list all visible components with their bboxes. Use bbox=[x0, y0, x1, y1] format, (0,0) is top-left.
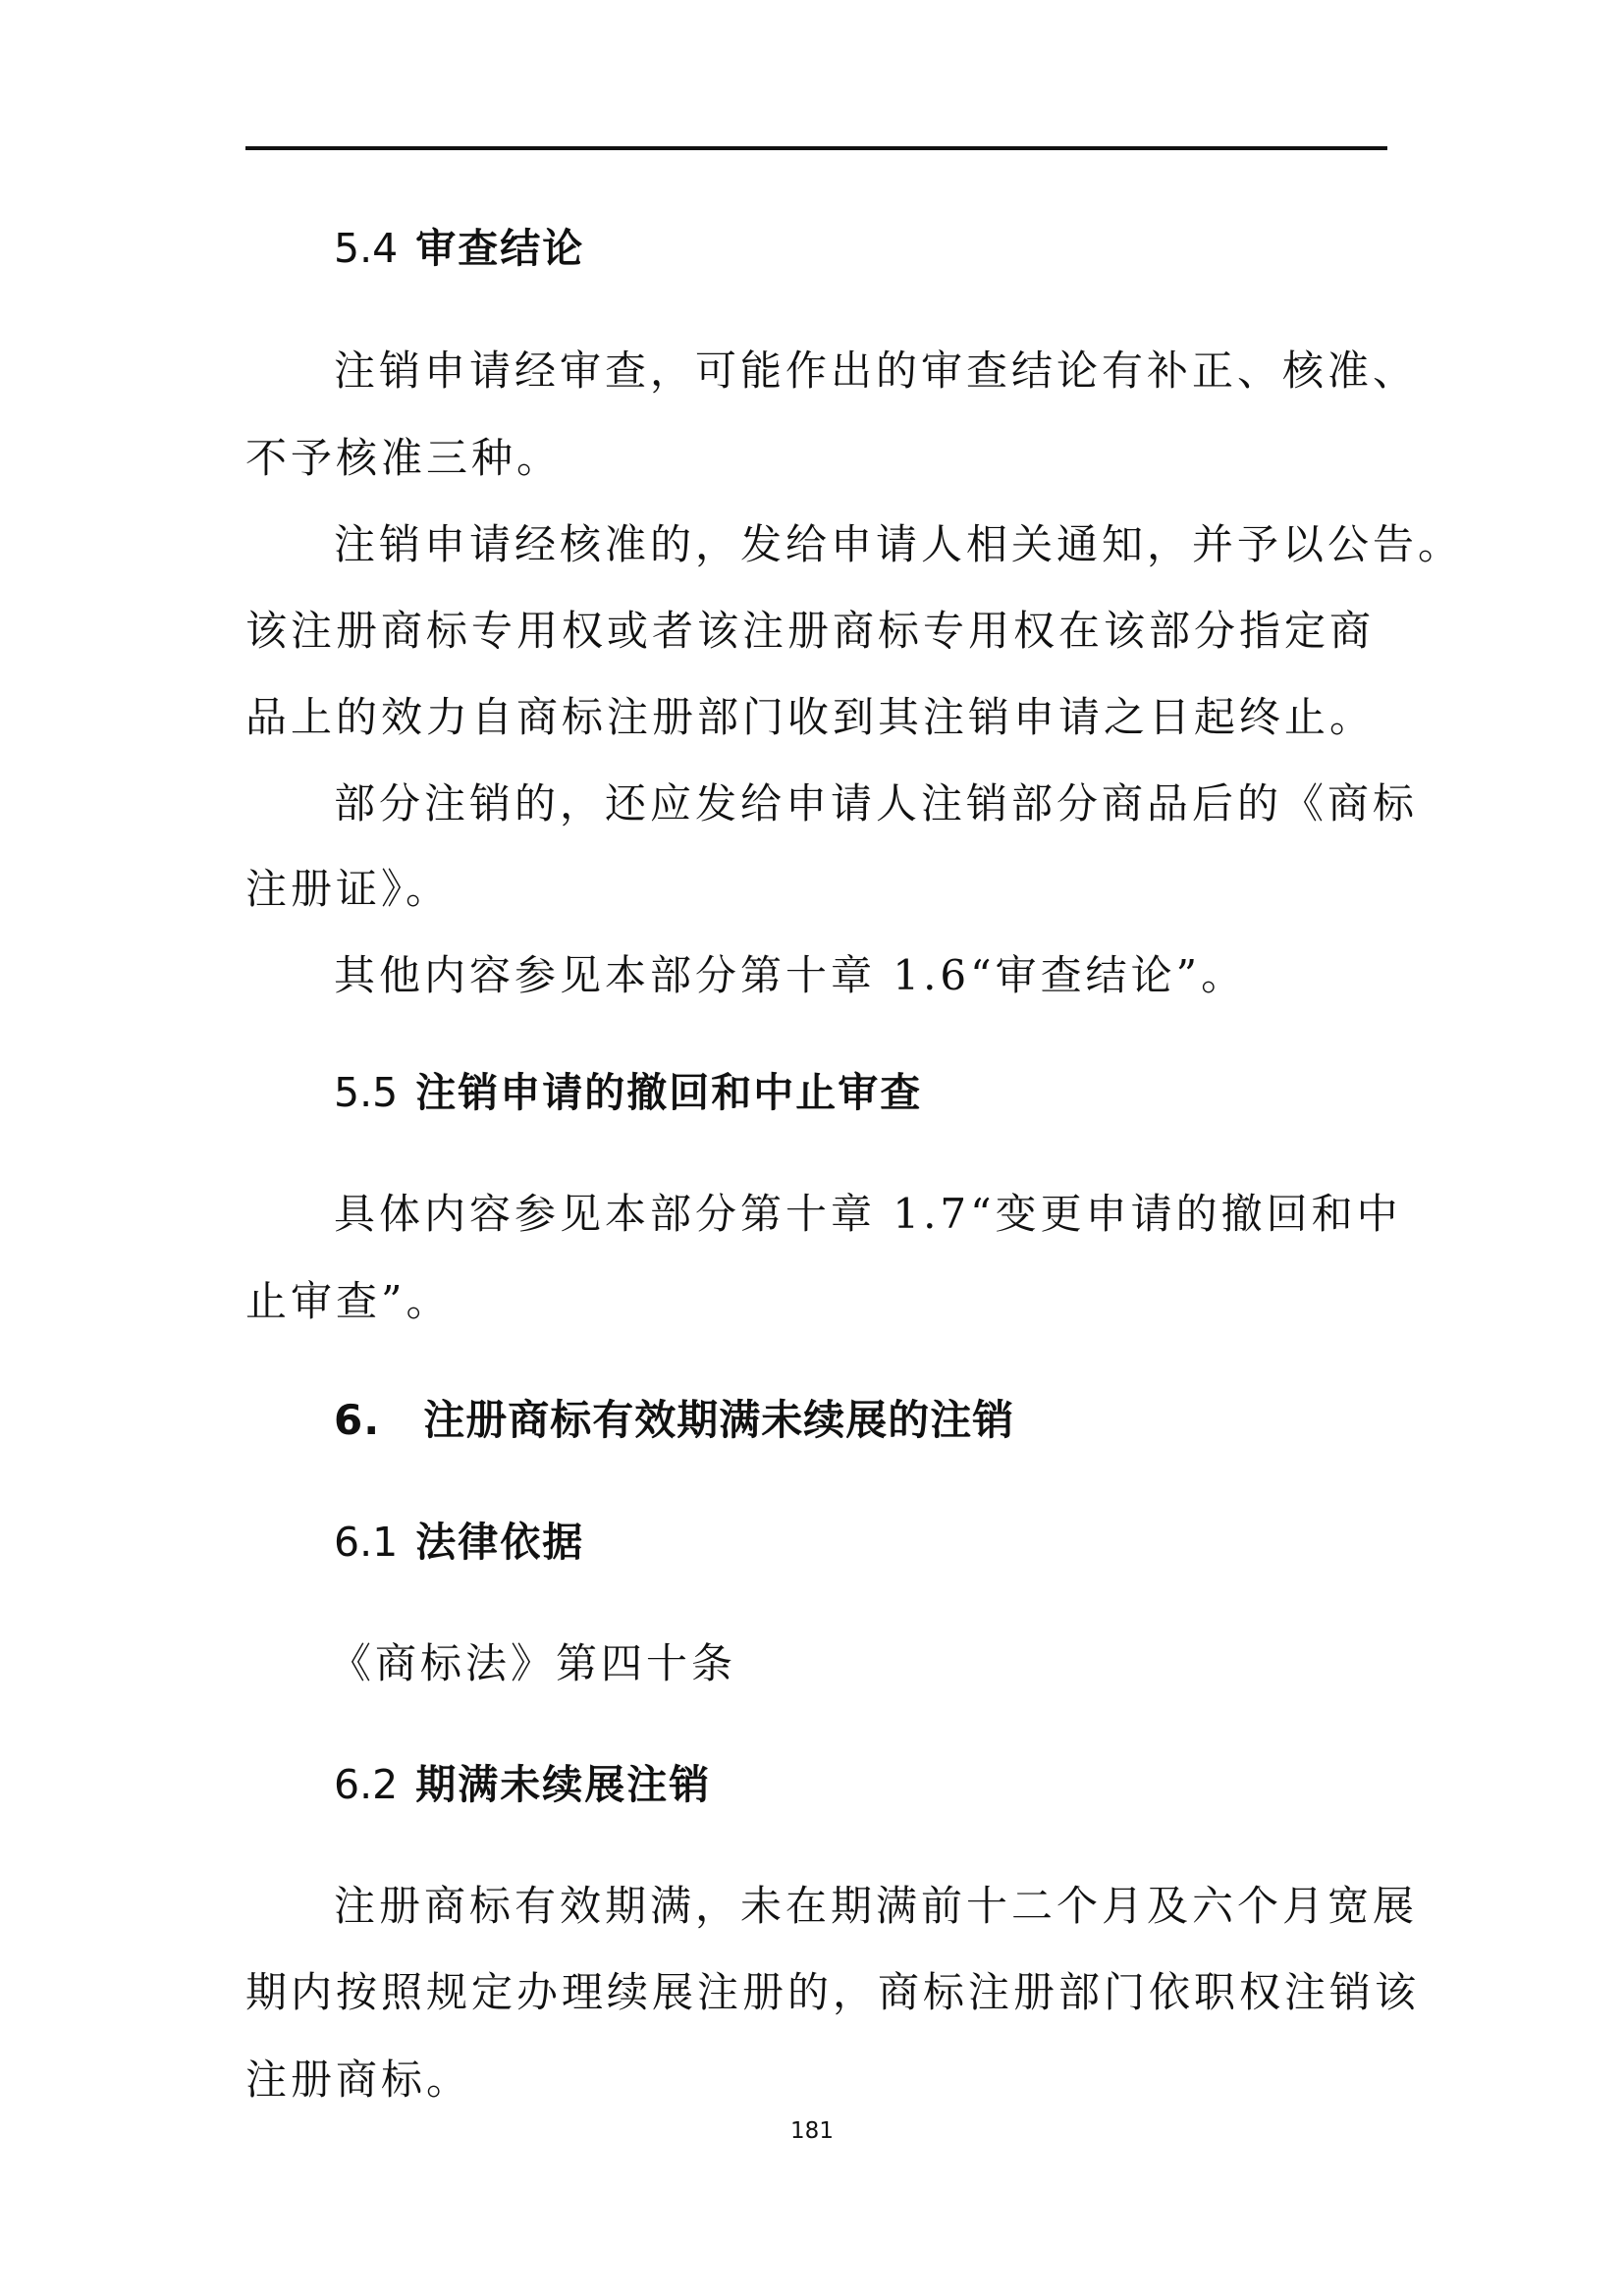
heading-6-2 bbox=[334, 1752, 711, 1810]
heading-6 bbox=[334, 1388, 1014, 1447]
heading-number: 5.4 bbox=[334, 225, 399, 272]
paragraph-line: 其他内容参见本部分第十章 1.6“审查结论”。 bbox=[334, 951, 1247, 999]
paragraph-line: 注销申请经核准的，发给申请人相关通知，并予以公告。 bbox=[334, 520, 1464, 568]
heading-5-4 bbox=[334, 216, 584, 274]
paragraph-line: 止审查”。 bbox=[245, 1277, 452, 1325]
heading-title: 注册商标有效期满未续展的注销 bbox=[423, 1396, 1015, 1444]
paragraph-line: 品上的效力自商标注册部门收到其注销申请之日起终止。 bbox=[245, 693, 1376, 741]
heading-5-5 bbox=[334, 1060, 922, 1118]
heading-title: 期满未续展注销 bbox=[415, 1761, 712, 1808]
page-number: 181 bbox=[790, 2118, 834, 2144]
paragraph-line: 《商标法》第四十条 bbox=[330, 1639, 737, 1687]
header-rule bbox=[245, 146, 1387, 150]
paragraph-line: 注册商标有效期满，未在期满前十二个月及六个月宽展 bbox=[334, 1882, 1419, 1930]
paragraph-line: 不予核准三种。 bbox=[245, 434, 563, 482]
paragraph-line: 该注册商标专用权或者该注册商标专用权在该部分指定商 bbox=[245, 607, 1376, 655]
heading-number: 6.2 bbox=[334, 1761, 399, 1808]
heading-title: 注销申请的撤回和中止审查 bbox=[415, 1069, 923, 1116]
paragraph-line: 具体内容参见本部分第十章 1.7“变更申请的撤回和中 bbox=[334, 1190, 1402, 1238]
paragraph-line: 注册商标。 bbox=[245, 2056, 472, 2104]
heading-title: 审查结论 bbox=[415, 225, 585, 272]
paragraph-line: 期内按照规定办理续展注册的，商标注册部门依职权注销该 bbox=[245, 1968, 1421, 2016]
paragraph-line: 部分注销的，还应发给申请人注销部分商品后的《商标 bbox=[334, 779, 1419, 828]
heading-number: 6. bbox=[334, 1396, 381, 1444]
paragraph-line: 注册证》。 bbox=[245, 865, 452, 913]
heading-6-1 bbox=[334, 1510, 584, 1568]
heading-number: 5.5 bbox=[334, 1069, 399, 1116]
paragraph-line: 注销申请经审查，可能作出的审查结论有补正、核准、 bbox=[334, 347, 1419, 395]
heading-title: 法律依据 bbox=[415, 1519, 585, 1566]
heading-number: 6.1 bbox=[334, 1519, 399, 1566]
